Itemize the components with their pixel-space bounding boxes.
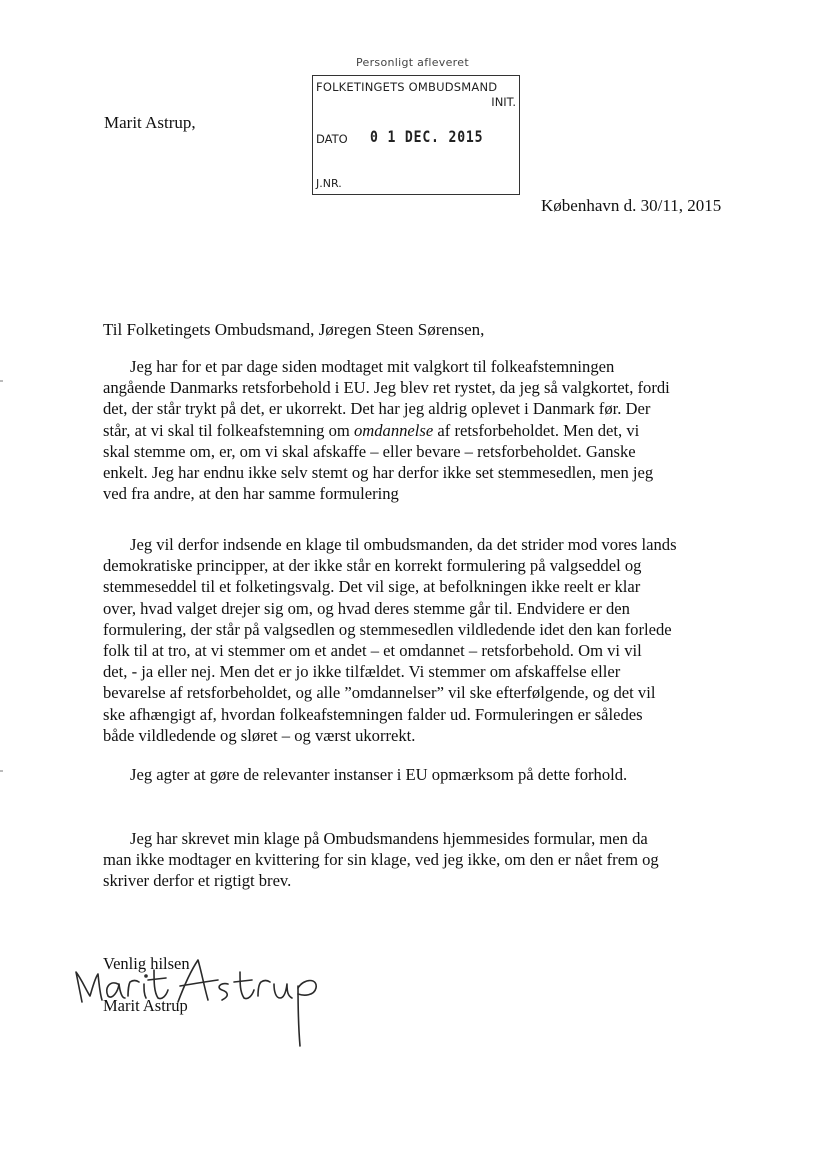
paragraph-1 <box>103 356 751 504</box>
margin-mark <box>0 380 3 382</box>
stamp-title: FOLKETINGETS OMBUDSMAND <box>316 80 498 94</box>
margin-mark <box>0 770 3 772</box>
paragraph-line: Jeg har for et par dage siden modtaget mit valgkort til folkeafstemningen <box>130 357 615 376</box>
paragraph-line <box>103 420 751 441</box>
sender-name: Marit Astrup, <box>104 113 196 132</box>
stamp-init-label: INIT. <box>491 95 516 109</box>
paragraph-line: både vildledende og sløret – og værst ukorrekt. <box>103 725 416 745</box>
paragraph-2 <box>103 534 751 746</box>
received-stamp <box>312 75 520 195</box>
closing-greeting: Venlig hilsen <box>103 954 190 973</box>
paragraph-line: over, hvad valget drejer sig om, og hvad deres stemme går til. Endvidere er den <box>103 598 630 618</box>
paragraph-line: demokratiske principper, at der ikke står en korrekt formulering på valgseddel og <box>103 556 642 576</box>
paragraph-line: ved fra andre, at den har samme formulering <box>103 484 399 504</box>
paragraph-line: enkelt. Jeg har endnu ikke selv stemt og har derfor ikke set stemmesedlen, men jeg <box>103 463 654 483</box>
paragraph-line: skriver derfor et rigtigt brev. <box>103 871 292 891</box>
place-date: København d. 30/11, 2015 <box>541 196 722 215</box>
paragraph-line: stemmeseddel til et folketingsvalg. Det vil sige, at befolkningen ikke reelt er klar <box>103 577 641 597</box>
paragraph-line: skal stemme om, er, om vi skal afskaffe – eller bevare – retsforbeholdet. Ganske <box>103 441 636 461</box>
paragraph-4 <box>103 828 751 892</box>
text-segment: står, at vi skal til folkeafstemning om <box>103 420 354 440</box>
emphasis-text: omdannelse <box>353 420 434 440</box>
paragraph-line: formulering, der står på valgsedlen og stemmesedlen vildledende idet den kan forlede <box>103 619 672 639</box>
salutation: Til Folketingets Ombudsmand, Jøregen Steen Sørensen, <box>103 320 485 339</box>
stamp-note: Personligt afleveret <box>356 56 469 69</box>
paragraph-line: bevarelse af retsforbeholdet, og alle ”omdannelser” vil ske efterfølgende, og det vil <box>103 683 656 703</box>
paragraph-line: man ikke modtager en kvittering for sin klage, ved jeg ikke, om den er nået frem og <box>103 850 659 870</box>
paragraph-line: folk til at tro, at vi stemmer om et andet – et omdannet – retsforbehold. Om vi vil <box>103 641 642 661</box>
stamp-date-value: 0 1 DEC. 2015 <box>370 127 484 146</box>
paragraph-3 <box>103 764 751 785</box>
paragraph-line: ske afhængigt af, hvordan folkeafstemningen falder ud. Formuleringen er således <box>103 704 643 724</box>
sender-signature-name: Marit Astrup <box>103 996 188 1015</box>
paragraph-line: angående Danmarks retsforbehold i EU. Jeg blev ret rystet, da jeg så valgkortet, fordi <box>103 378 670 398</box>
paragraph-line: Jeg har skrevet min klage på Ombudsmandens hjemmesides formular, men da <box>130 829 648 848</box>
stamp-jnr-label: J.NR. <box>316 177 342 190</box>
paragraph-line: Jeg agter at gøre de relevanter instanser i EU opmærksom på dette forhold. <box>130 765 628 784</box>
handwritten-signature <box>62 950 332 1060</box>
paragraph-line: det, der står trykt på det, er ukorrekt. Det har jeg aldrig oplevet i Danmark før. Der <box>103 399 651 419</box>
stamp-date-label: DATO <box>316 132 348 146</box>
paragraph-line: det, - ja eller nej. Men det er jo ikke tilfældet. Vi stemmer om afskaffelse eller <box>103 662 621 682</box>
paragraph-line: Jeg vil derfor indsende en klage til ombudsmanden, da det strider mod vores lands <box>130 535 677 554</box>
text-segment: af retsforbeholdet. Men det, vi <box>433 420 640 440</box>
